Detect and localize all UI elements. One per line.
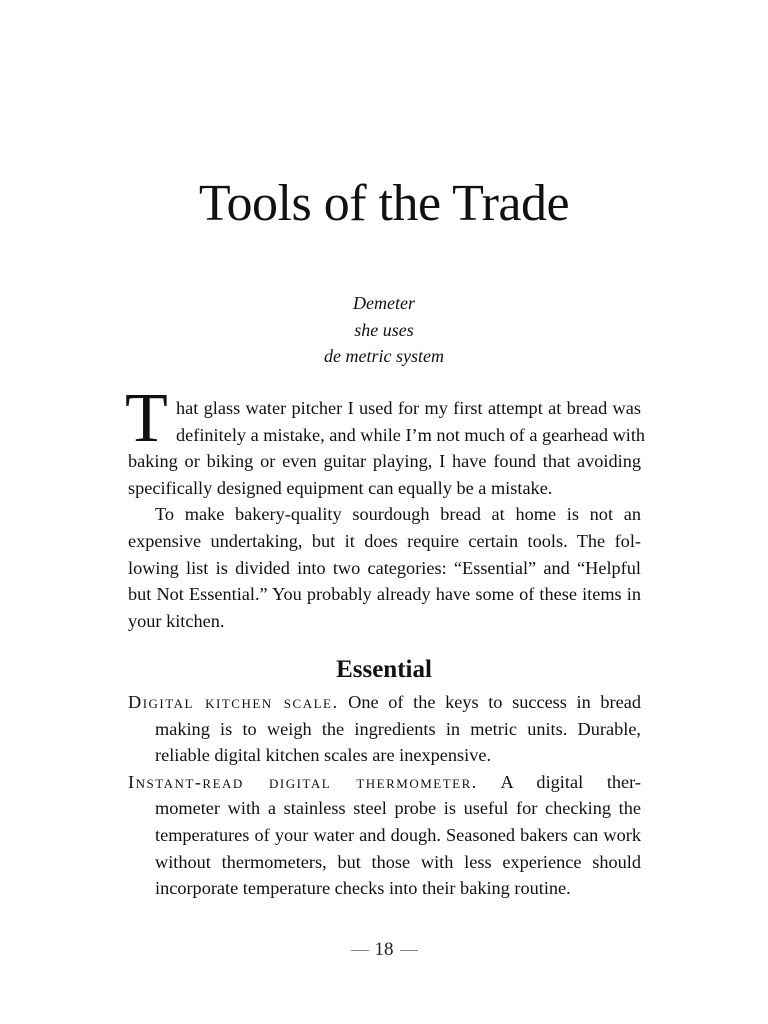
epigraph-line: de metric system — [324, 346, 444, 366]
paragraph-2 — [128, 501, 641, 634]
paragraph-1 — [128, 395, 646, 501]
entry-first-line — [128, 769, 641, 796]
entry-text: A digital ther- — [500, 771, 641, 792]
epigraph-line: she uses — [354, 319, 414, 340]
text-line: without thermometers, but those with less experience should — [155, 851, 641, 872]
epigraph-line: Demeter — [353, 293, 415, 313]
text-line: lowing list is divided into two categories: “Essential” and “Helpful — [128, 557, 641, 578]
entry-text: One of the keys to success in bread — [348, 692, 641, 712]
text-line: making is to weigh the ingredients in metric units. Durable, — [155, 718, 641, 739]
text-line: but Not Essential.” You probably already have some of these items in — [128, 584, 641, 605]
text-line: hat glass water pitcher I used for my first attempt at bread was — [176, 398, 641, 418]
text-line: expensive undertaking, but it does require certain tools. The fol- — [128, 530, 641, 551]
folio-dash — [351, 950, 369, 951]
page-number-footer — [0, 938, 768, 962]
text-line: specifically designed equipment can equally be a mistake. — [128, 477, 553, 498]
text-line: definitely a mistake, and while I’m not much of a gearhead with — [176, 424, 646, 445]
text-line: baking or biking or even guitar playing, I have found that avoiding — [128, 451, 641, 472]
folio-dash — [400, 950, 418, 951]
text-line: incorporate temperature checks into their baking routine. — [155, 878, 571, 899]
list-item — [128, 689, 641, 769]
text-line: mometer with a stainless steel probe is useful for checking the — [155, 798, 641, 819]
page-number: 18 — [374, 939, 394, 960]
essential-list — [128, 689, 641, 902]
section-heading: Essential — [336, 656, 432, 683]
list-item — [128, 769, 641, 902]
text-line: reliable digital kitchen scales are inexpensive. — [155, 745, 492, 766]
chapter-title: Tools of the Trade — [198, 175, 570, 232]
entry-term: Instant-read digital thermometer. — [128, 771, 478, 792]
text-line: your kitchen. — [128, 610, 225, 631]
epigraph — [0, 290, 768, 370]
entry-term: Digital kitchen scale. — [128, 692, 339, 712]
text-line: To make bakery-quality sourdough bread at home is not an — [155, 504, 641, 525]
intro-text — [128, 395, 646, 634]
entry-first-line — [128, 689, 641, 716]
drop-cap: T — [125, 380, 168, 457]
text-line: temperatures of your water and dough. Seasoned bakers can work — [155, 824, 641, 845]
